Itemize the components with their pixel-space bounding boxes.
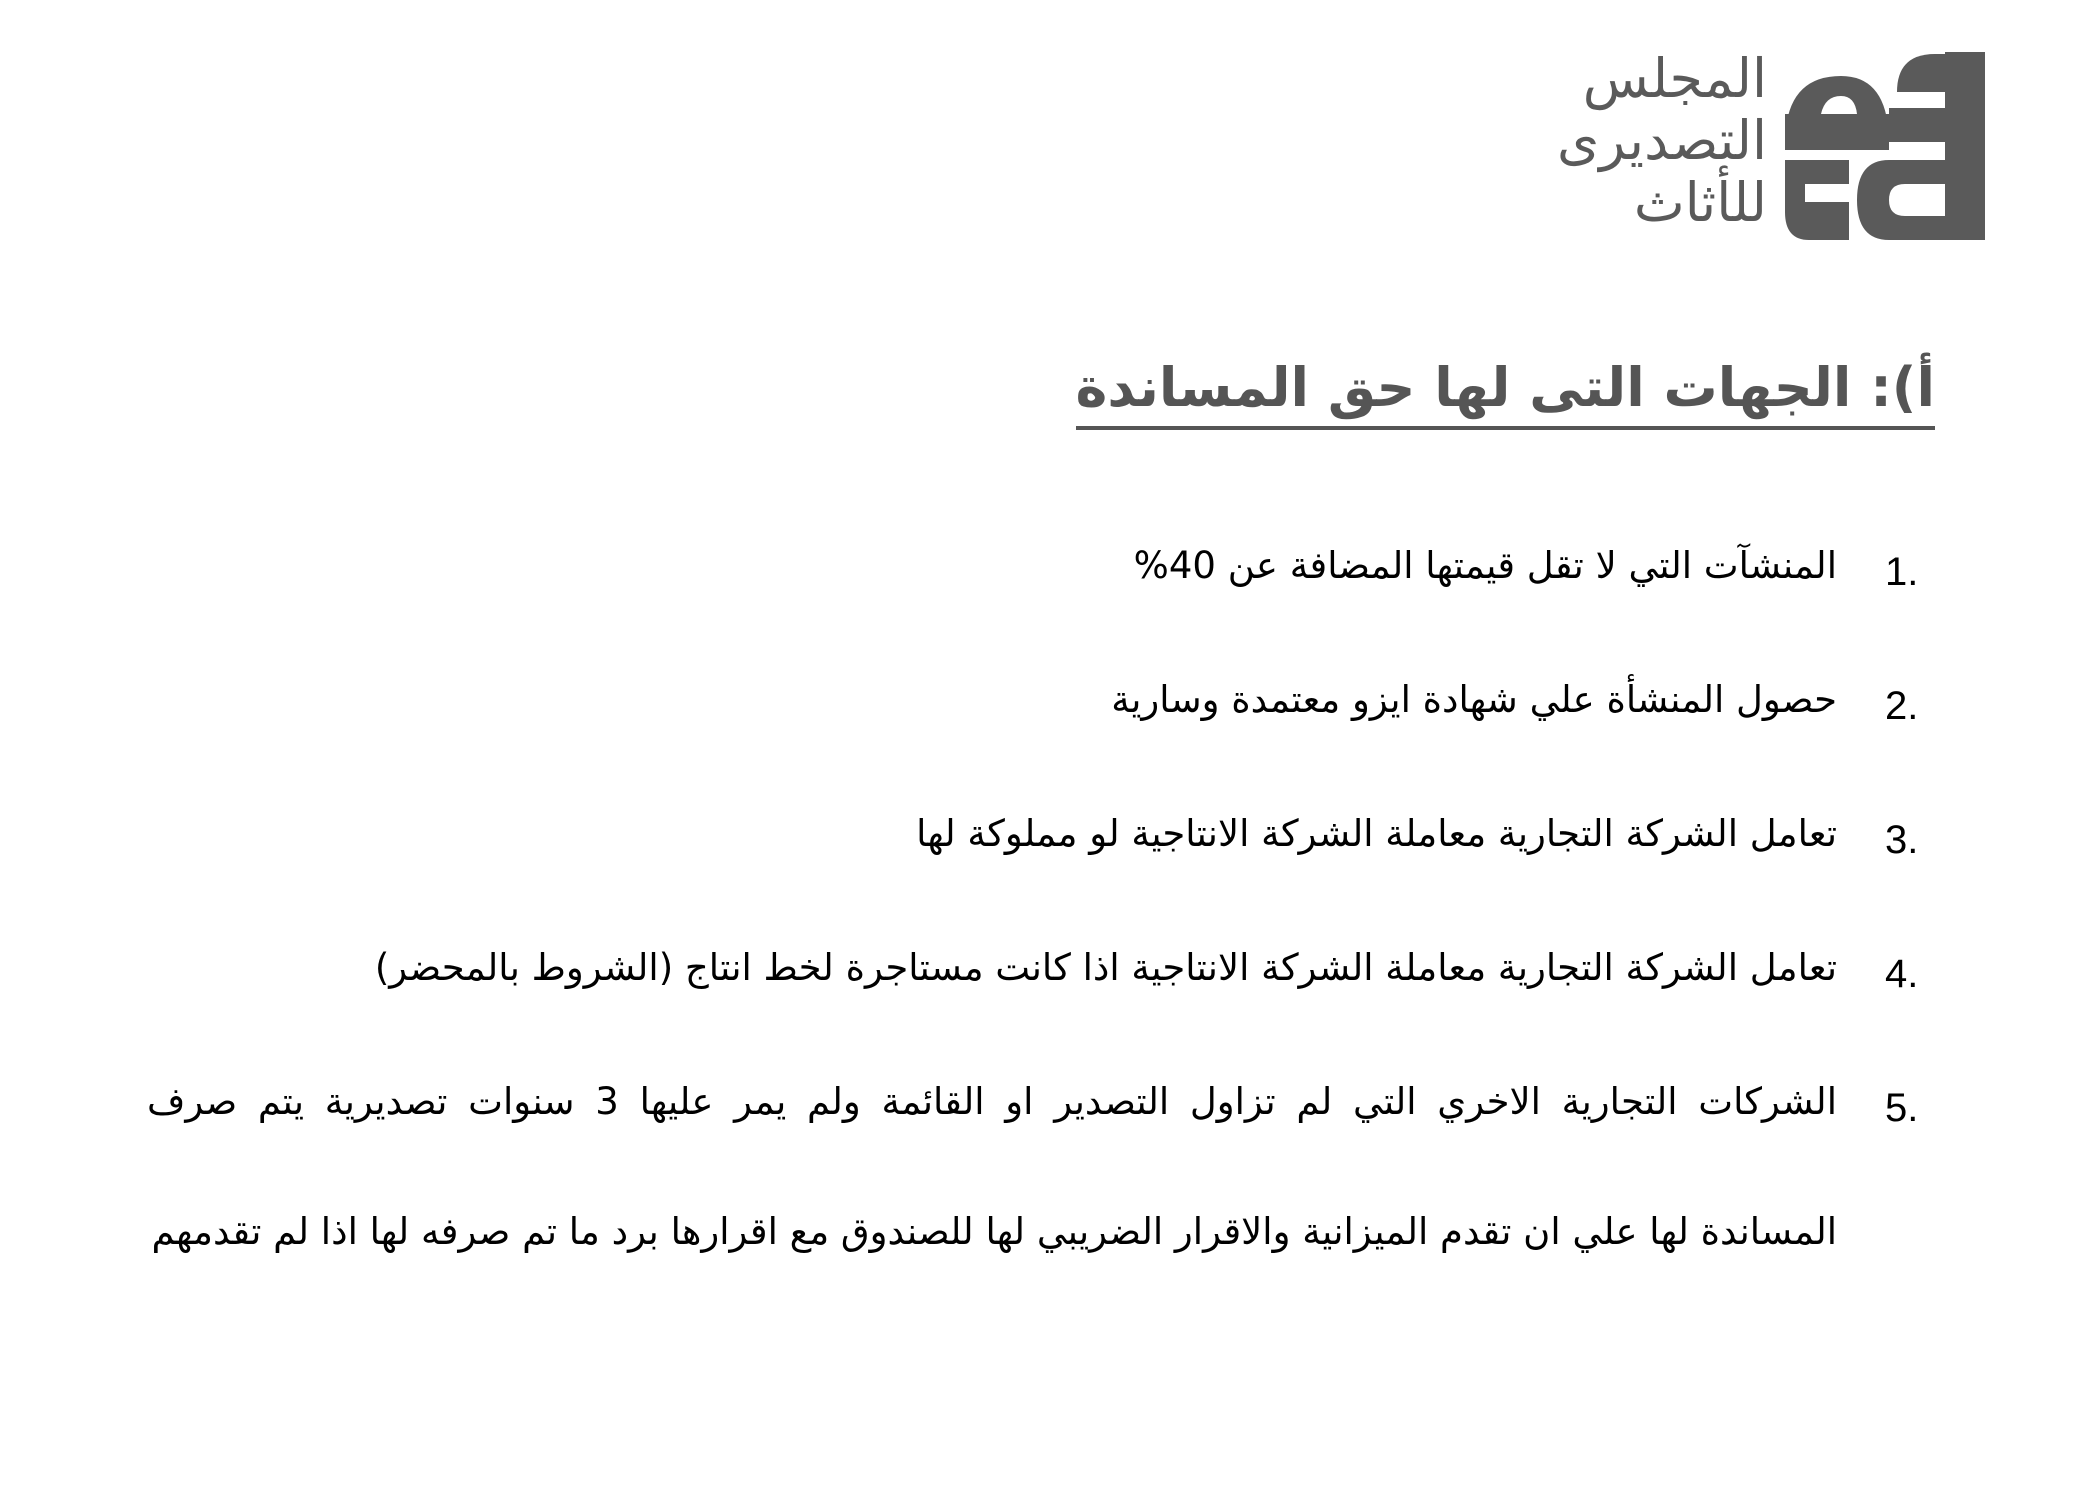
logo-wordmark (1537, 48, 1767, 234)
list-item-number: 2. (1885, 684, 1919, 728)
list-item-number: 1. (1885, 550, 1919, 594)
list-item-number: 3. (1885, 818, 1919, 862)
list-item (115, 1071, 1935, 1471)
logo-line-2: التصديرى (1556, 109, 1767, 172)
list-item-text: تعامل الشركة التجارية معاملة الشركة الانتاجية لو مملوكة لها (916, 812, 1837, 855)
list-item-text: تعامل الشركة التجارية معاملة الشركة الانتاجية اذا كانت مستاجرة لخط انتاج (الشروط بالمحضر) (374, 946, 1837, 989)
list-item (115, 535, 1935, 669)
list-item-text: الشركات التجارية الاخري التي لم تزاول التصدير او القائمة ولم يمر عليها 3 سنوات تصديرية يتم صرف المساندة لها علي ان تقدم الميزانية والاقرار الضريبي لها للصندوق مع اقرارها برد ما تم صرفه لها اذا لم تقدمهم (147, 1080, 1837, 1253)
list-item-number: 5. (1885, 1086, 1919, 1130)
logo-line-3: للأثاث (1633, 171, 1767, 234)
council-logo (1545, 48, 1985, 244)
efc-logo-mark-icon (1785, 52, 1985, 240)
section-heading: أ): الجهات التى لها حق المساندة (1076, 352, 1936, 430)
logo-line-1: المجلس (1582, 47, 1767, 110)
list-item-number: 4. (1885, 952, 1919, 996)
list-item (115, 669, 1935, 803)
list-item (115, 803, 1935, 937)
list-item-text: المنشآت التي لا تقل قيمتها المضافة عن 40% (1133, 544, 1837, 587)
list-item-text: حصول المنشأة علي شهادة ايزو معتمدة وسارية (1111, 678, 1837, 721)
eligibility-list (115, 535, 1935, 1471)
